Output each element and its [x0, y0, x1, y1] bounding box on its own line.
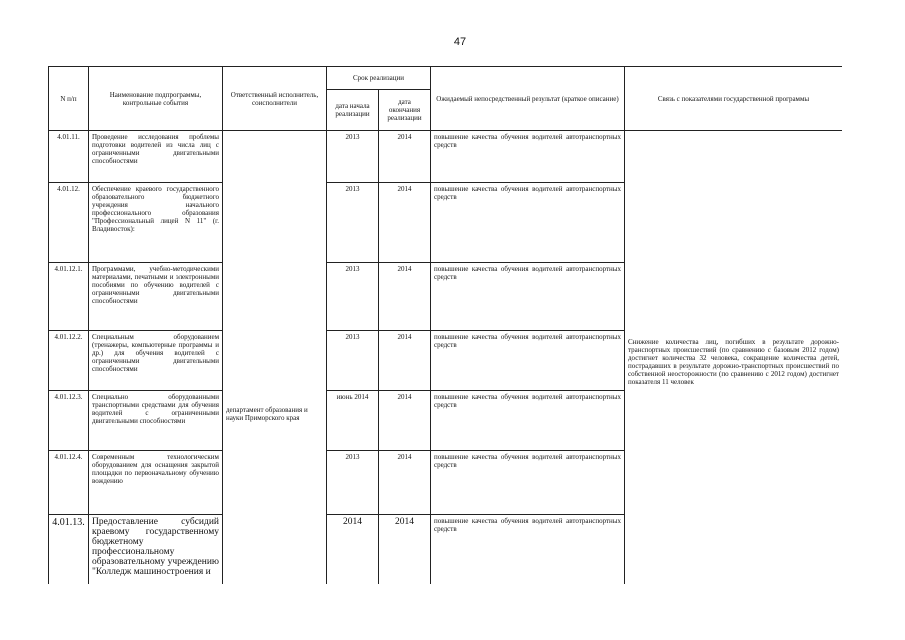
row-name: Обеспечение краевого государственного образовательного бюджетного учреждения начального профессионального образования "Профессиональный лицей N 11" (г. Владивосток):: [89, 183, 223, 263]
row-number: 4.01.12.1.: [49, 263, 89, 331]
row-name: Проведение исследования проблемы подготовки водителей из числа лиц с ограниченными двигательными способностями: [89, 131, 223, 183]
row-name: Специальным оборудованием (тренажеры, компьютерные программы и др.) для обучения водителей с ограниченными двигательными способностями: [89, 331, 223, 391]
row-number: 4.01.12.4.: [49, 451, 89, 515]
header-end: дата окончания реализации: [379, 90, 431, 131]
header-start: дата начала реализации: [327, 90, 379, 131]
row-result: повышение качества обучения водителей автотранспортных средств: [431, 131, 625, 183]
row-end: 2014: [379, 183, 431, 263]
table-row: [49, 131, 843, 183]
row-end: 2014: [379, 451, 431, 515]
row-number: 4.01.12.3.: [49, 391, 89, 451]
row-result: повышение качества обучения водителей автотранспортных средств: [431, 263, 625, 331]
header-name: Наименование подпрограммы, контрольные события: [89, 67, 223, 131]
program-table-frame: [48, 66, 842, 584]
header-row: [49, 67, 843, 90]
row-number: 4.01.12.: [49, 183, 89, 263]
row-name: Специально оборудованными транспортными средствами для обучения водителей с ограниченными двигательными способностями: [89, 391, 223, 451]
row-end: 2014: [379, 131, 431, 183]
row-start: 2013: [327, 331, 379, 391]
row-number: 4.01.12.2.: [49, 331, 89, 391]
page-number: 47: [453, 36, 467, 48]
program-table: [48, 66, 842, 584]
executor-cell: департамент образования и науки Приморского края: [223, 131, 327, 585]
row-start: 2013: [327, 263, 379, 331]
row-result: повышение качества обучения водителей автотранспортных средств: [431, 451, 625, 515]
header-link: Связь с показателями государственной программы: [625, 67, 843, 131]
row-number: 4.01.11.: [49, 131, 89, 183]
row-result: повышение качества обучения водителей автотранспортных средств: [431, 183, 625, 263]
row-result: повышение качества обучения водителей автотранспортных средств: [431, 331, 625, 391]
row-start: 2013: [327, 183, 379, 263]
row-end: 2014: [379, 391, 431, 451]
row-end: 2014: [379, 331, 431, 391]
row-end: 2014: [379, 515, 431, 585]
link-cell: Снижение количества лиц, погибших в результате дорожно-транспортных происшествий (по сравнению с базовым 2012 годом) достигнет количества 32 человека, сокращение количества детей, пострадавших в результате дорожно-транспортных происшествий по собственной неосторожности (по сравнению с 2012 годом) достигнет показателя 11 человек: [625, 131, 843, 585]
row-number: 4.01.13.: [49, 515, 89, 585]
row-result: повышение качества обучения водителей автотранспортных средств: [431, 515, 625, 585]
header-num: N п/п: [49, 67, 89, 131]
header-executor: Ответственный исполнитель, соисполнители: [223, 67, 327, 131]
row-start: 2013: [327, 131, 379, 183]
row-result: повышение качества обучения водителей автотранспортных средств: [431, 391, 625, 451]
row-name: Современным технологическим оборудованием для оснащения закрытой площадки по первоначальному обучению вождению: [89, 451, 223, 515]
row-name: Предоставление субсидий краевому государственному бюджетному профессиональному образовательному учреждению "Колледж машиностроения и: [89, 515, 223, 585]
row-start: 2013: [327, 451, 379, 515]
header-period: Срок реализации: [327, 67, 431, 90]
row-end: 2014: [379, 263, 431, 331]
header-result: Ожидаемый непосредственный результат (краткое описание): [431, 67, 625, 131]
row-start: июнь 2014: [327, 391, 379, 451]
row-name: Программами, учебно-методическими материалами, печатными и электронными пособиями по обучению водителей с ограниченными двигательными способностями: [89, 263, 223, 331]
row-start: 2014: [327, 515, 379, 585]
